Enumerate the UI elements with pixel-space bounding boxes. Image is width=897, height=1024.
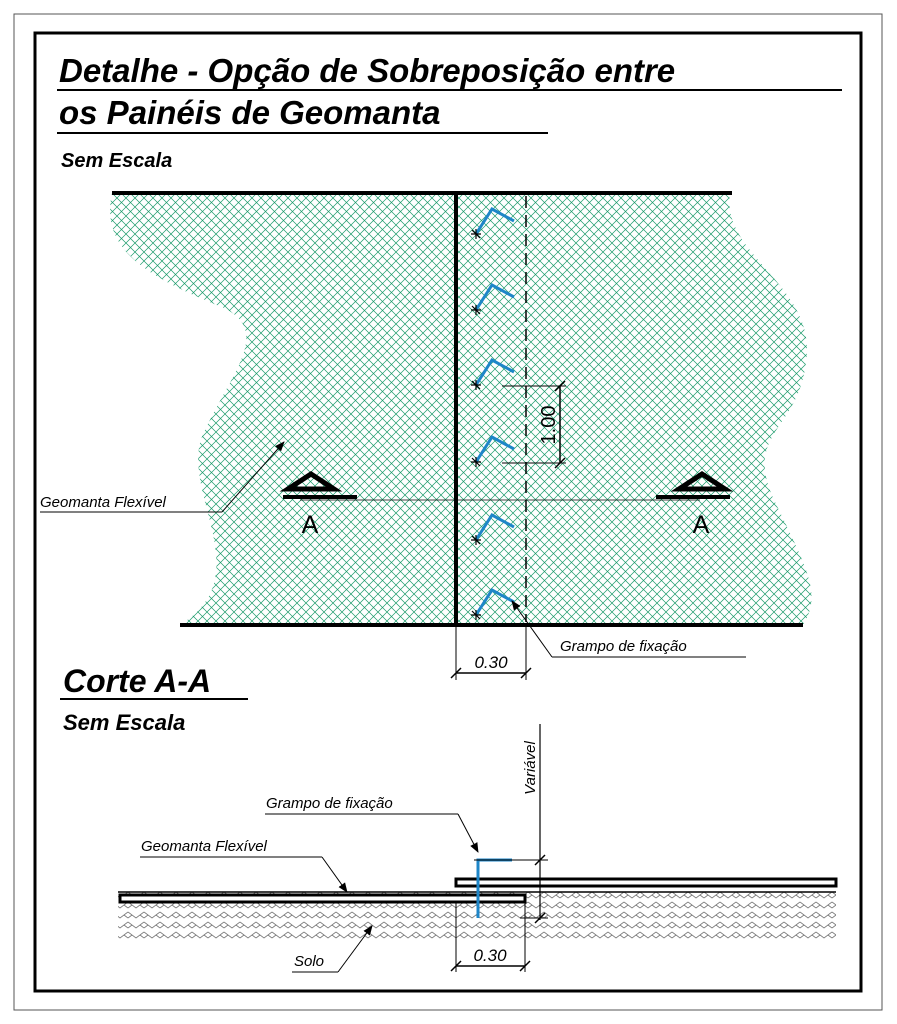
title-scale: Sem Escala <box>61 150 173 172</box>
geomanta-panel-left <box>110 193 455 625</box>
spacing-dimension-label: 1.00 <box>538 405 560 445</box>
geomanta-leader-section <box>322 857 347 892</box>
staple-label-plan: Grampo de fixação <box>560 638 687 655</box>
geomanta-panel-right <box>455 193 812 625</box>
soil-label: Solo <box>294 953 325 970</box>
overlap-dimension-section-label: 0.30 <box>473 946 507 965</box>
variable-label: Variável <box>522 741 539 795</box>
overlap-dimension-plan-label: 0.30 <box>474 653 508 672</box>
staple-label-section: Grampo de fixação <box>266 795 393 812</box>
geomanta-label-section: Geomanta Flexível <box>141 838 267 855</box>
section-title: Corte A-A <box>63 663 212 699</box>
title-line-1: Detalhe - Opção de Sobreposição entre <box>59 52 676 89</box>
geomanta-lower-layer <box>120 895 525 902</box>
staple-leader-section <box>458 814 478 852</box>
title-line-2: os Painéis de Geomanta <box>59 94 441 131</box>
section-scale: Sem Escala <box>63 710 186 735</box>
geomanta-upper-layer <box>456 879 836 886</box>
section-marker-right-label: A <box>692 511 710 539</box>
geomanta-label-plan: Geomanta Flexível <box>40 494 166 511</box>
section-marker-left-label: A <box>301 511 319 539</box>
